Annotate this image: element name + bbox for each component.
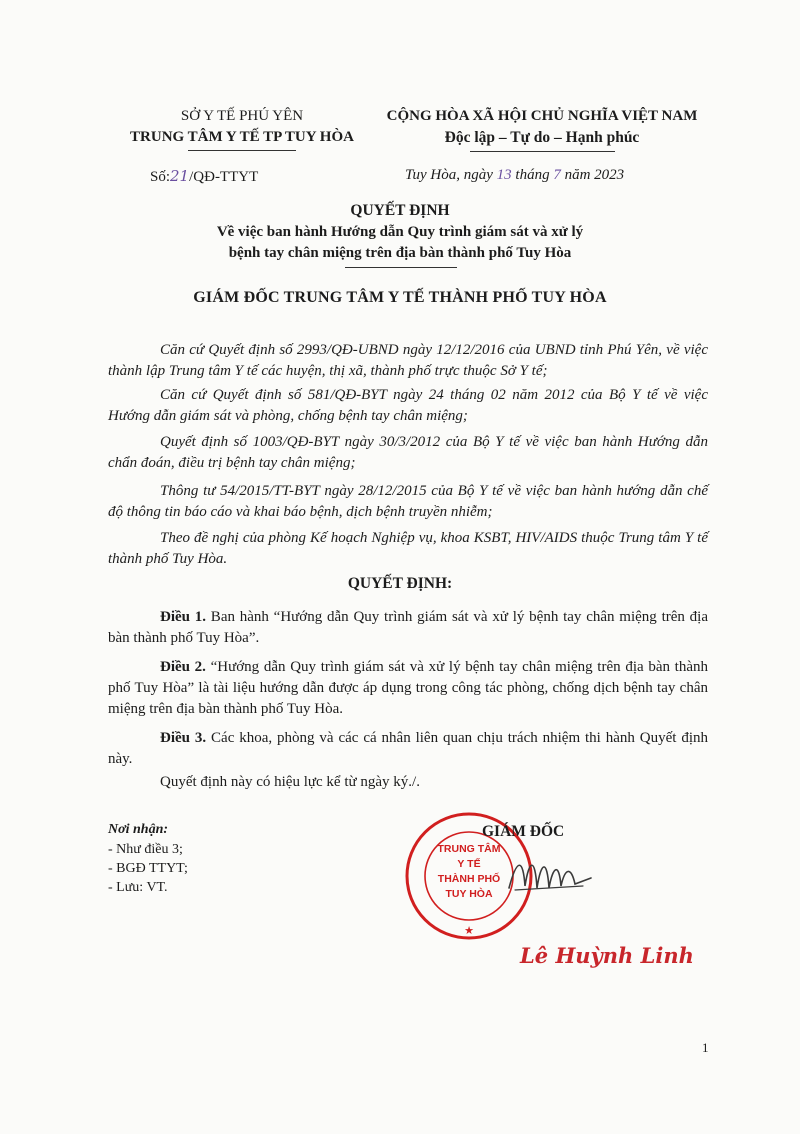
nation-name: CỘNG HÒA XÃ HỘI CHỦ NGHĨA VIỆT NAM — [386, 108, 698, 124]
date-day-handwritten: 13 — [496, 167, 512, 183]
date-month-label: tháng — [511, 167, 554, 183]
signer-title: GIÁM ĐỐC — [482, 823, 565, 840]
signer-name: Lê Huỳnh Linh — [520, 943, 694, 968]
article-2-label: Điều 2. — [160, 659, 206, 675]
article-3-label: Điều 3. — [160, 730, 207, 746]
legal-basis-1 — [108, 340, 708, 382]
legal-basis-2-text: Căn cứ Quyết định số 581/QĐ-BYT ngày 24 tháng 02 năm 2012 của Bộ Y tế về việc Hướng dẫn giám sát và phòng, chống bệnh tay chân miệng; — [108, 387, 708, 424]
motto-underline — [470, 151, 615, 152]
doc-number-suffix: /QĐ-TTYT — [189, 169, 259, 185]
legal-basis-2 — [108, 385, 708, 427]
legal-basis-3-text: Quyết định số 1003/QĐ-BYT ngày 30/3/2012 của Bộ Y tế về việc ban hành Hướng dẫn chẩn đoán, điều trị bệnh tay chân miệng; — [108, 434, 708, 471]
recipient-item: - Như điều 3; — [108, 842, 183, 857]
article-2-text: “Hướng dẫn Quy trình giám sát và xử lý bệnh tay chân miệng trên địa bàn thành phố Tuy Hòa” là tài liệu hướng dẫn được áp dụng trong công tác phòng, chống dịch bệnh tay chân miệng trên địa bàn thành phố Tuy Hòa. — [108, 659, 708, 717]
decision-subject-line-2: bệnh tay chân miệng trên địa bàn thành phố Tuy Hòa — [228, 245, 572, 261]
legal-basis-1-text: Căn cứ Quyết định số 2993/QĐ-UBND ngày 12/12/2016 của UBND tỉnh Phú Yên, về việc thành lập Trung tâm Y tế các huyện, thị xã, thành phố trực thuộc Sở Y tế; — [108, 342, 708, 379]
doc-number-handwritten: 21 — [170, 167, 190, 185]
seal-line: THÀNH PHỐ — [437, 873, 501, 885]
handwritten-signature — [505, 848, 595, 896]
article-1-text: Ban hành “Hướng dẫn Quy trình giám sát và xử lý bệnh tay chân miệng trên địa bàn thành phố Tuy Hòa”. — [108, 609, 708, 646]
agency-underline — [188, 150, 296, 151]
legal-basis-3 — [108, 432, 708, 474]
article-3 — [108, 728, 708, 770]
doc-number-prefix: Số: — [150, 169, 171, 185]
article-2 — [108, 657, 708, 720]
document-date — [405, 167, 624, 184]
svg-text:★: ★ — [464, 925, 474, 937]
effective-clause — [108, 772, 708, 793]
seal-line: TUY HÒA — [445, 888, 493, 900]
title-underline — [345, 267, 457, 268]
date-month-handwritten: 7 — [553, 167, 561, 183]
page-number: 1 — [702, 1040, 709, 1055]
legal-basis-4-text: Thông tư 54/2015/TT-BYT ngày 28/12/2015 của Bộ Y tế về việc ban hành hướng dẫn chế độ thông tin báo cáo và khai báo bệnh, dịch bệnh truyền nhiễm; — [108, 483, 708, 520]
agency-parent: SỞ Y TẾ PHÚ YÊN — [180, 108, 304, 124]
legal-basis-5 — [108, 528, 708, 570]
recipient-item: - Lưu: VT. — [108, 880, 168, 895]
legal-basis-5-text: Theo đề nghị của phòng Kế hoạch Nghiệp vụ, khoa KSBT, HIV/AIDS thuộc Trung tâm Y tế thành phố Tuy Hòa. — [108, 530, 708, 567]
authority-heading: GIÁM ĐỐC TRUNG TÂM Y TẾ THÀNH PHỐ TUY HÒA — [193, 289, 607, 306]
article-1 — [108, 607, 708, 649]
decision-subject-line-1: Về việc ban hành Hướng dẫn Quy trình giám sát và xử lý — [216, 224, 584, 240]
agency-name: TRUNG TÂM Y TẾ TP TUY HÒA — [130, 129, 354, 145]
decision-title: QUYẾT ĐỊNH — [350, 202, 450, 219]
article-1-label: Điều 1. — [160, 609, 207, 625]
recipients-title: Nơi nhận: — [108, 822, 169, 837]
seal-line: Y TẾ — [457, 858, 481, 870]
recipients-list — [108, 840, 328, 897]
legal-basis-4 — [108, 481, 708, 523]
effective-clause-text: Quyết định này có hiệu lực kể từ ngày ký./. — [160, 774, 420, 790]
national-motto: Độc lập – Tự do – Hạnh phúc — [444, 129, 640, 146]
document-number — [150, 167, 258, 186]
seal-line: TRUNG TÂM — [437, 843, 501, 855]
date-place: Tuy Hòa, ngày — [405, 167, 497, 183]
article-3-text: Các khoa, phòng và các cá nhân liên quan chịu trách nhiệm thi hành Quyết định này. — [108, 730, 708, 767]
recipient-item: - BGĐ TTYT; — [108, 861, 188, 876]
date-year: năm 2023 — [560, 167, 625, 183]
decides-heading: QUYẾT ĐỊNH: — [347, 575, 453, 592]
